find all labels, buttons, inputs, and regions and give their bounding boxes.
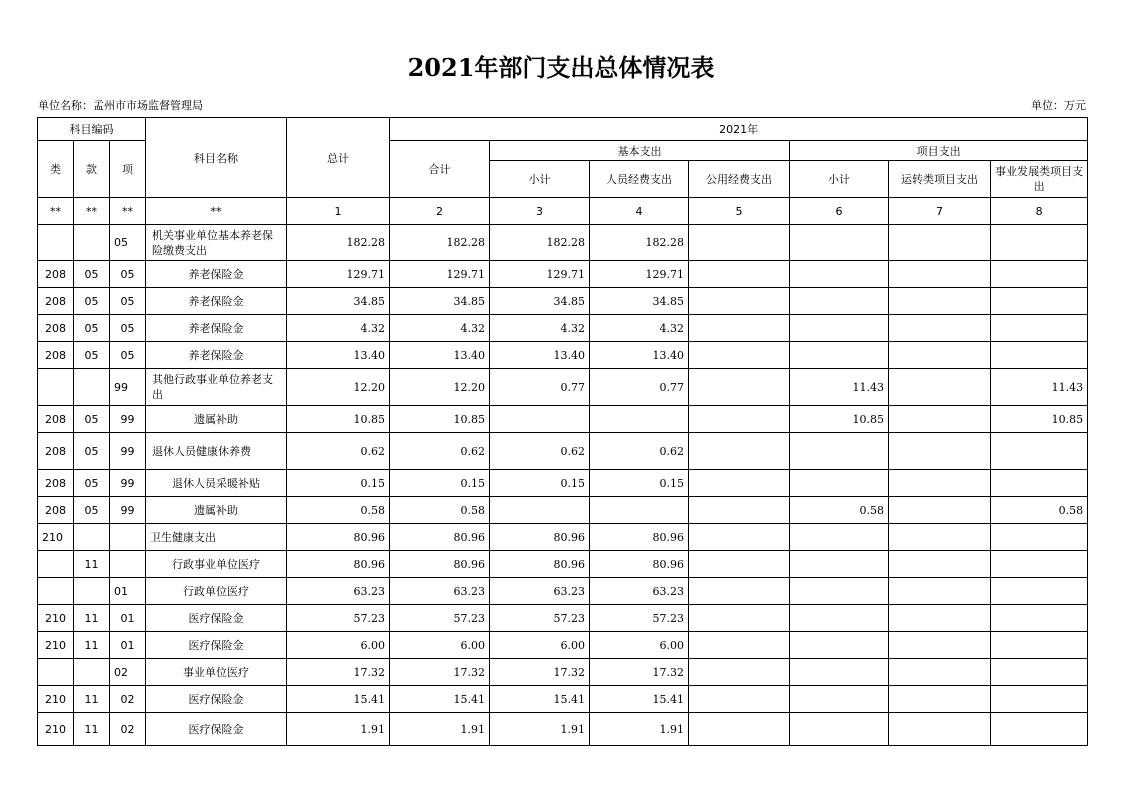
cell-total: 182.28 <box>287 225 390 261</box>
header-year: 2021年 <box>390 118 1088 141</box>
cell-xiang: 99 <box>110 497 146 524</box>
cell-kuan: 05 <box>74 288 110 315</box>
cell-xiang: 99 <box>110 406 146 433</box>
cell-public <box>689 342 790 369</box>
cell-transfer <box>889 406 991 433</box>
cell-xiang: 05 <box>110 225 146 261</box>
cell-heji: 4.32 <box>390 315 490 342</box>
cell-develop <box>991 632 1088 659</box>
cell-public <box>689 578 790 605</box>
cell-personnel: 34.85 <box>590 288 689 315</box>
table-row <box>38 632 1088 659</box>
cell-lei <box>38 659 74 686</box>
cell-transfer <box>889 632 991 659</box>
cell-total: 12.20 <box>287 369 390 406</box>
cell-xiang: 05 <box>110 315 146 342</box>
cell-personnel: 129.71 <box>590 261 689 288</box>
cell-develop <box>991 551 1088 578</box>
cell-kuan: 05 <box>74 342 110 369</box>
expenditure-table <box>37 117 1088 746</box>
cell-basic-sub: 80.96 <box>490 551 590 578</box>
cell-xiang: 05 <box>110 288 146 315</box>
cell-total: 10.85 <box>287 406 390 433</box>
cell-public <box>689 551 790 578</box>
cell-public <box>689 433 790 470</box>
header-heji: 合计 <box>390 141 490 198</box>
cell-transfer <box>889 433 991 470</box>
cell-basic-sub: 63.23 <box>490 578 590 605</box>
cell-xiang: 01 <box>110 605 146 632</box>
cell-name: 机关事业单位基本养老保险缴费支出 <box>146 225 287 261</box>
cell-total: 129.71 <box>287 261 390 288</box>
cell-lei <box>38 578 74 605</box>
cell-basic-sub: 0.15 <box>490 470 590 497</box>
cell-heji: 13.40 <box>390 342 490 369</box>
cell-xiang: 02 <box>110 713 146 746</box>
cell-transfer <box>889 261 991 288</box>
col-number-2: 2 <box>390 198 490 225</box>
cell-total: 0.62 <box>287 433 390 470</box>
header-kuan: 款 <box>74 141 110 198</box>
table-body <box>38 118 1088 746</box>
cell-lei: 208 <box>38 406 74 433</box>
cell-heji: 6.00 <box>390 632 490 659</box>
cell-proj-sub: 0.58 <box>790 497 889 524</box>
cell-lei: 210 <box>38 686 74 713</box>
table-row <box>38 225 1088 261</box>
cell-total: 0.15 <box>287 470 390 497</box>
cell-proj-sub <box>790 605 889 632</box>
cell-heji: 182.28 <box>390 225 490 261</box>
header-basic-subtotal: 小计 <box>490 161 590 198</box>
cell-proj-sub <box>790 659 889 686</box>
cell-proj-sub <box>790 713 889 746</box>
cell-kuan: 05 <box>74 497 110 524</box>
cell-transfer <box>889 659 991 686</box>
cell-transfer <box>889 369 991 406</box>
cell-name: 退休人员健康休养费 <box>146 433 287 470</box>
cell-develop <box>991 225 1088 261</box>
cell-develop <box>991 261 1088 288</box>
cell-transfer <box>889 578 991 605</box>
cell-name: 事业单位医疗 <box>146 659 287 686</box>
cell-public <box>689 261 790 288</box>
cell-lei: 210 <box>38 524 74 551</box>
cell-proj-sub <box>790 686 889 713</box>
cell-develop <box>991 470 1088 497</box>
cell-name: 行政事业单位医疗 <box>146 551 287 578</box>
col-number-1: 1 <box>287 198 390 225</box>
cell-develop <box>991 713 1088 746</box>
cell-xiang: 01 <box>110 578 146 605</box>
header-public: 公用经费支出 <box>689 161 790 198</box>
cell-personnel: 13.40 <box>590 342 689 369</box>
cell-develop <box>991 433 1088 470</box>
unit-name: 单位名称：孟州市市场监督管理局 <box>38 99 203 112</box>
col-number-4: 4 <box>590 198 689 225</box>
cell-heji: 0.58 <box>390 497 490 524</box>
header-lei: 类 <box>38 141 74 198</box>
cell-personnel: 17.32 <box>590 659 689 686</box>
cell-kuan: 11 <box>74 551 110 578</box>
header-subject-name: 科目名称 <box>146 118 287 198</box>
cell-lei: 208 <box>38 470 74 497</box>
table-row <box>38 315 1088 342</box>
header-project: 项目支出 <box>790 141 1088 161</box>
cell-xiang: 01 <box>110 632 146 659</box>
cell-public <box>689 605 790 632</box>
cell-name: 遗属补助 <box>146 406 287 433</box>
cell-develop <box>991 578 1088 605</box>
cell-transfer <box>889 288 991 315</box>
cell-name: 养老保险金 <box>146 288 287 315</box>
unit-label: 单位：万元 <box>1031 99 1086 112</box>
cell-personnel: 80.96 <box>590 524 689 551</box>
cell-total: 17.32 <box>287 659 390 686</box>
header-basic: 基本支出 <box>490 141 790 161</box>
cell-lei: 208 <box>38 433 74 470</box>
cell-proj-sub <box>790 261 889 288</box>
table-row <box>38 406 1088 433</box>
cell-lei <box>38 551 74 578</box>
cell-public <box>689 497 790 524</box>
cell-kuan: 11 <box>74 632 110 659</box>
cell-name: 养老保险金 <box>146 315 287 342</box>
cell-develop <box>991 315 1088 342</box>
cell-kuan: 05 <box>74 433 110 470</box>
cell-xiang <box>110 551 146 578</box>
cell-kuan <box>74 225 110 261</box>
cell-lei <box>38 369 74 406</box>
cell-heji: 17.32 <box>390 659 490 686</box>
stars-kuan: ** <box>74 198 110 225</box>
cell-public <box>689 406 790 433</box>
cell-develop <box>991 659 1088 686</box>
cell-basic-sub: 0.62 <box>490 433 590 470</box>
cell-name: 退休人员采暖补贴 <box>146 470 287 497</box>
cell-total: 6.00 <box>287 632 390 659</box>
cell-transfer <box>889 524 991 551</box>
cell-develop <box>991 605 1088 632</box>
cell-transfer <box>889 686 991 713</box>
page-title: 2021年部门支出总体情况表 <box>407 53 715 82</box>
cell-name: 医疗保险金 <box>146 713 287 746</box>
cell-heji: 10.85 <box>390 406 490 433</box>
cell-develop: 0.58 <box>991 497 1088 524</box>
cell-xiang: 05 <box>110 261 146 288</box>
cell-name: 卫生健康支出 <box>146 524 287 551</box>
cell-develop: 10.85 <box>991 406 1088 433</box>
cell-personnel: 1.91 <box>590 713 689 746</box>
cell-lei: 208 <box>38 342 74 369</box>
cell-proj-sub <box>790 433 889 470</box>
cell-proj-sub: 10.85 <box>790 406 889 433</box>
cell-proj-sub <box>790 551 889 578</box>
cell-kuan <box>74 578 110 605</box>
header-number-row <box>38 198 1088 225</box>
cell-basic-sub: 80.96 <box>490 524 590 551</box>
header-subject-code: 科目编码 <box>38 118 146 141</box>
col-number-5: 5 <box>689 198 790 225</box>
cell-personnel <box>590 406 689 433</box>
cell-basic-sub: 4.32 <box>490 315 590 342</box>
cell-transfer <box>889 225 991 261</box>
cell-heji: 129.71 <box>390 261 490 288</box>
stars-name: ** <box>146 198 287 225</box>
cell-proj-sub <box>790 632 889 659</box>
stars-lei: ** <box>38 198 74 225</box>
cell-personnel: 80.96 <box>590 551 689 578</box>
cell-heji: 63.23 <box>390 578 490 605</box>
cell-lei: 208 <box>38 315 74 342</box>
cell-heji: 12.20 <box>390 369 490 406</box>
cell-kuan: 05 <box>74 315 110 342</box>
cell-transfer <box>889 551 991 578</box>
table-row <box>38 659 1088 686</box>
header-transfer: 运转类项目支出 <box>889 161 991 198</box>
cell-develop: 11.43 <box>991 369 1088 406</box>
cell-lei <box>38 225 74 261</box>
cell-public <box>689 713 790 746</box>
col-number-6: 6 <box>790 198 889 225</box>
col-number-3: 3 <box>490 198 590 225</box>
cell-personnel: 0.15 <box>590 470 689 497</box>
cell-transfer <box>889 605 991 632</box>
cell-proj-sub <box>790 470 889 497</box>
table-row <box>38 551 1088 578</box>
cell-name: 遗属补助 <box>146 497 287 524</box>
cell-develop <box>991 288 1088 315</box>
cell-name: 医疗保险金 <box>146 632 287 659</box>
cell-basic-sub: 129.71 <box>490 261 590 288</box>
cell-xiang: 99 <box>110 433 146 470</box>
table-row <box>38 433 1088 470</box>
cell-public <box>689 470 790 497</box>
cell-kuan: 11 <box>74 686 110 713</box>
cell-proj-sub <box>790 315 889 342</box>
cell-basic-sub: 34.85 <box>490 288 590 315</box>
cell-proj-sub: 11.43 <box>790 369 889 406</box>
cell-heji: 34.85 <box>390 288 490 315</box>
header-personnel: 人员经费支出 <box>590 161 689 198</box>
cell-total: 34.85 <box>287 288 390 315</box>
cell-personnel <box>590 497 689 524</box>
table-row <box>38 713 1088 746</box>
cell-kuan: 05 <box>74 406 110 433</box>
cell-basic-sub: 182.28 <box>490 225 590 261</box>
cell-name: 养老保险金 <box>146 342 287 369</box>
header-develop: 事业发展类项目支出 <box>991 161 1088 198</box>
cell-total: 80.96 <box>287 524 390 551</box>
table-row <box>38 369 1088 406</box>
cell-total: 15.41 <box>287 686 390 713</box>
cell-public <box>689 315 790 342</box>
cell-proj-sub <box>790 225 889 261</box>
cell-lei: 208 <box>38 497 74 524</box>
cell-public <box>689 369 790 406</box>
cell-public <box>689 686 790 713</box>
cell-kuan: 05 <box>74 470 110 497</box>
cell-basic-sub: 1.91 <box>490 713 590 746</box>
cell-kuan <box>74 659 110 686</box>
cell-personnel: 15.41 <box>590 686 689 713</box>
cell-basic-sub: 57.23 <box>490 605 590 632</box>
header-xiang: 项 <box>110 141 146 198</box>
table-row <box>38 686 1088 713</box>
cell-transfer <box>889 342 991 369</box>
cell-personnel: 4.32 <box>590 315 689 342</box>
cell-personnel: 0.62 <box>590 433 689 470</box>
col-number-8: 8 <box>991 198 1088 225</box>
table-row <box>38 288 1088 315</box>
table-row <box>38 497 1088 524</box>
cell-personnel: 63.23 <box>590 578 689 605</box>
stars-xiang: ** <box>110 198 146 225</box>
cell-xiang: 02 <box>110 686 146 713</box>
header-total: 总计 <box>287 118 390 198</box>
cell-basic-sub <box>490 497 590 524</box>
table-row <box>38 342 1088 369</box>
cell-transfer <box>889 713 991 746</box>
cell-develop <box>991 686 1088 713</box>
cell-lei: 210 <box>38 713 74 746</box>
cell-proj-sub <box>790 288 889 315</box>
cell-total: 13.40 <box>287 342 390 369</box>
cell-heji: 0.62 <box>390 433 490 470</box>
cell-personnel: 0.77 <box>590 369 689 406</box>
cell-public <box>689 225 790 261</box>
table-row <box>38 605 1088 632</box>
cell-total: 1.91 <box>287 713 390 746</box>
cell-kuan: 11 <box>74 713 110 746</box>
cell-basic-sub: 0.77 <box>490 369 590 406</box>
cell-public <box>689 632 790 659</box>
table-row <box>38 261 1088 288</box>
cell-heji: 15.41 <box>390 686 490 713</box>
cell-develop <box>991 342 1088 369</box>
cell-total: 4.32 <box>287 315 390 342</box>
cell-personnel: 57.23 <box>590 605 689 632</box>
cell-personnel: 6.00 <box>590 632 689 659</box>
cell-basic-sub <box>490 406 590 433</box>
table-row <box>38 524 1088 551</box>
cell-heji: 80.96 <box>390 551 490 578</box>
cell-kuan <box>74 524 110 551</box>
cell-basic-sub: 17.32 <box>490 659 590 686</box>
cell-heji: 1.91 <box>390 713 490 746</box>
cell-basic-sub: 6.00 <box>490 632 590 659</box>
cell-xiang: 99 <box>110 470 146 497</box>
cell-proj-sub <box>790 578 889 605</box>
cell-lei: 210 <box>38 632 74 659</box>
cell-xiang: 99 <box>110 369 146 406</box>
cell-transfer <box>889 497 991 524</box>
cell-lei: 208 <box>38 288 74 315</box>
cell-kuan: 05 <box>74 261 110 288</box>
cell-lei: 210 <box>38 605 74 632</box>
cell-heji: 0.15 <box>390 470 490 497</box>
cell-name: 医疗保险金 <box>146 686 287 713</box>
header-project-subtotal: 小计 <box>790 161 889 198</box>
cell-kuan <box>74 369 110 406</box>
table-row <box>38 470 1088 497</box>
cell-proj-sub <box>790 342 889 369</box>
cell-public <box>689 288 790 315</box>
cell-total: 57.23 <box>287 605 390 632</box>
cell-lei: 208 <box>38 261 74 288</box>
cell-total: 63.23 <box>287 578 390 605</box>
cell-name: 行政单位医疗 <box>146 578 287 605</box>
header-row-1 <box>38 118 1088 141</box>
cell-develop <box>991 524 1088 551</box>
cell-public <box>689 524 790 551</box>
cell-transfer <box>889 470 991 497</box>
cell-xiang: 05 <box>110 342 146 369</box>
cell-public <box>689 659 790 686</box>
cell-xiang <box>110 524 146 551</box>
cell-name: 医疗保险金 <box>146 605 287 632</box>
col-number-7: 7 <box>889 198 991 225</box>
cell-name: 其他行政事业单位养老支出 <box>146 369 287 406</box>
cell-personnel: 182.28 <box>590 225 689 261</box>
cell-total: 0.58 <box>287 497 390 524</box>
cell-kuan: 11 <box>74 605 110 632</box>
cell-basic-sub: 13.40 <box>490 342 590 369</box>
cell-basic-sub: 15.41 <box>490 686 590 713</box>
cell-heji: 57.23 <box>390 605 490 632</box>
cell-heji: 80.96 <box>390 524 490 551</box>
cell-name: 养老保险金 <box>146 261 287 288</box>
cell-transfer <box>889 315 991 342</box>
cell-proj-sub <box>790 524 889 551</box>
cell-xiang: 02 <box>110 659 146 686</box>
cell-total: 80.96 <box>287 551 390 578</box>
table-row <box>38 578 1088 605</box>
